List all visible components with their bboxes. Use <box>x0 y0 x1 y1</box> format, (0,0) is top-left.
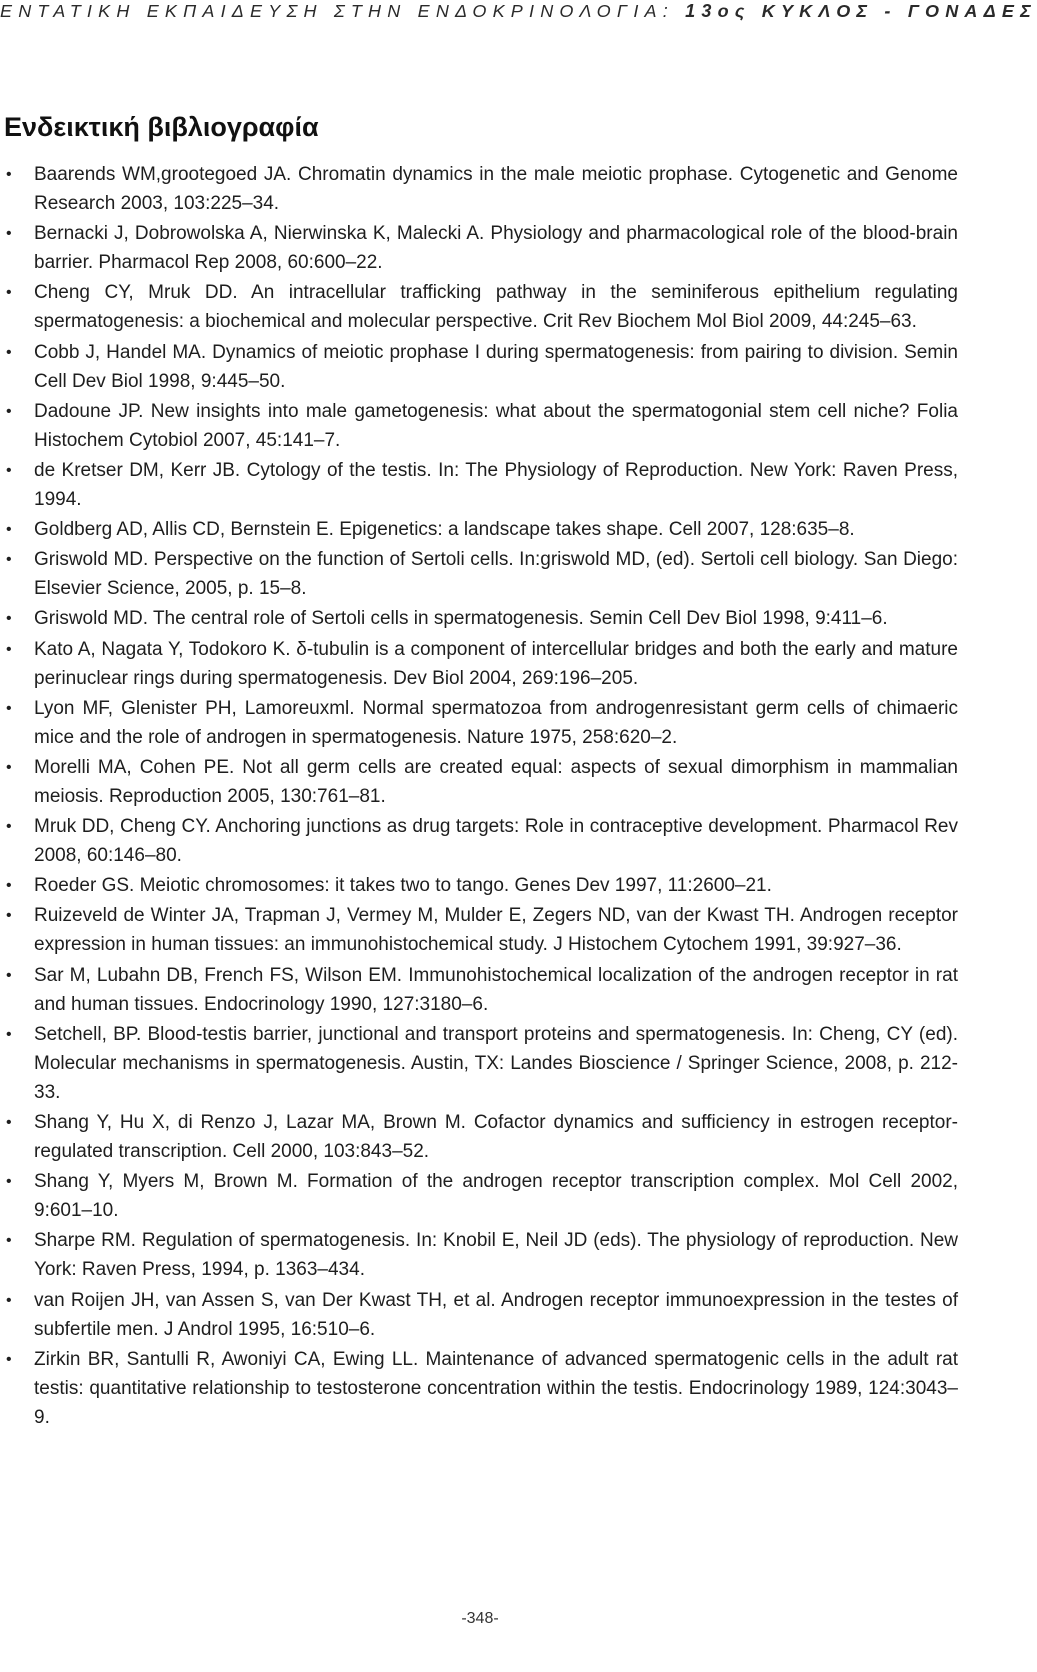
reference-text: de Kretser DM, Kerr JB. Cytology of the testis. In: The Physiology of Reproduction. New York: Raven Press, 1994. <box>34 459 958 511</box>
running-header <box>0 0 1037 22</box>
reference-text: Zirkin BR, Santulli R, Awoniyi CA, Ewing LL. Maintenance of advanced spermatogenic cells in the adult rat testis: quantitative relationship to testosterone concentration within the testis. Endocrinology 1989, 124:3043–9. <box>34 1348 958 1428</box>
reference-text: Setchell, BP. Blood-testis barrier, junctional and transport proteins and spermatogenesis. In: Cheng, CY (ed). Molecular mechanisms in spermatogenesis. Austin, TX: Landes Bioscience / Springer Science, 2008, p. 212-33. <box>34 1023 958 1103</box>
bullet-icon: • <box>6 284 12 302</box>
reference-text: Shang Y, Hu X, di Renzo J, Lazar MA, Brown M. Cofactor dynamics and sufficiency in estrogen receptor-regulated transcription. Cell 2000, 103:843–52. <box>34 1112 958 1163</box>
reference-item <box>0 1226 958 1284</box>
reference-text: Roeder GS. Meiotic chromosomes: it takes two to tango. Genes Dev 1997, 11:2600–21. <box>34 875 772 897</box>
reference-item <box>0 694 958 752</box>
bullet-icon: • <box>6 166 12 183</box>
reference-item <box>0 812 958 870</box>
reference-item <box>0 397 958 455</box>
bullet-icon: • <box>6 402 12 420</box>
reference-text: Lyon MF, Glenister PH, Lamoreuxml. Normal spermatozoa from androgenresistant germ cells of chimaeric mice and the role of androgen in spermatogenesis. Nature 1975, 258:620–2. <box>34 697 958 748</box>
reference-text: Griswold MD. The central role of Sertoli cells in spermatogenesis. Semin Cell Dev Biol 1998, 9:411–6. <box>34 608 888 630</box>
reference-item <box>0 1286 958 1344</box>
reference-text: Sar M, Lubahn DB, French FS, Wilson EM. Immunohistochemical localization of the androgen receptor in rat and human tissues. Endocrinology 1990, 127:3180–6. <box>34 964 958 1015</box>
bullet-icon: • <box>6 877 12 895</box>
reference-item <box>0 753 958 811</box>
reference-item <box>0 901 958 959</box>
reference-text: Bernacki J, Dobrowolska A, Nierwinska K, Malecki A. Physiology and pharmacological role of the blood-brain barrier. Pharmacol Rep 2008, 60:600–22. <box>34 223 958 274</box>
bullet-icon: • <box>6 225 12 243</box>
bullet-icon: • <box>6 1232 12 1250</box>
bullet-icon: • <box>6 966 12 984</box>
running-header-cycle: 13ος ΚΥΚΛΟΣ - ΓΟΝΑΔΕΣ <box>685 1 1037 21</box>
reference-text: Dadoune JP. New insights into male gametogenesis: what about the spermatogonial stem cell niche? Folia Histochem Cytobiol 2007, 45:141–7. <box>34 400 958 451</box>
reference-item <box>0 1020 958 1107</box>
reference-list <box>0 160 958 1433</box>
bullet-icon: • <box>6 461 12 479</box>
bullet-icon: • <box>6 610 12 628</box>
reference-text: Shang Y, Myers M, Brown M. Formation of the androgen receptor transcription complex. Mol Cell 2002, 9:601–10. <box>34 1171 958 1222</box>
reference-text: Mruk DD, Cheng CY. Anchoring junctions as drug targets: Role in contraceptive development. Pharmacol Rev 2008, 60:146–80. <box>34 816 958 867</box>
bullet-icon: • <box>6 640 12 658</box>
reference-text: Goldberg AD, Allis CD, Bernstein E. Epigenetics: a landscape takes shape. Cell 2007, 128:635–8. <box>34 519 855 541</box>
reference-item <box>0 219 958 277</box>
reference-item <box>0 545 958 603</box>
section-title: Ενδεικτική βιβλιογραφία <box>4 112 319 142</box>
bullet-icon: • <box>6 818 12 836</box>
reference-item <box>0 515 958 544</box>
reference-item <box>0 635 958 693</box>
bullet-icon: • <box>6 551 12 569</box>
bullet-icon: • <box>6 1114 12 1131</box>
bullet-icon: • <box>6 521 12 539</box>
running-header-series: ΕΝΤΑΤΙΚΗ ΕΚΠΑΙΔΕΥΣΗ ΣΤΗΝ ΕΝΔΟΚΡΙΝΟΛΟΓΙΑ: <box>0 1 686 21</box>
bullet-icon: • <box>6 1350 12 1368</box>
reference-text: Ruizeveld de Winter JA, Trapman J, Vermey M, Mulder E, Zegers ND, van der Kwast TH. Androgen receptor expression in human tissues: an immunohistochemical study. J Histochem Cytochem 1991, 39:927–36. <box>34 905 958 956</box>
bullet-icon: • <box>6 1291 12 1309</box>
reference-text: van Roijen JH, van Assen S, van Der Kwast TH, et al. Androgen receptor immunoexpression in the testes of subfertile men. J Androl 1995, 16:510–6. <box>34 1289 958 1340</box>
reference-item <box>0 961 958 1019</box>
reference-item <box>0 604 958 633</box>
reference-item <box>0 278 958 336</box>
bullet-icon: • <box>6 699 12 717</box>
bullet-icon: • <box>6 758 12 776</box>
page-number: -348- <box>461 1610 499 1627</box>
reference-text: Baarends WM,grootegoed JA. Chromatin dynamics in the male meiotic prophase. Cytogenetic and Genome Research 2003, 103:225–34. <box>34 164 958 215</box>
reference-item <box>0 338 958 396</box>
reference-item <box>0 1108 958 1166</box>
bullet-icon: • <box>6 1173 12 1191</box>
reference-text: Sharpe RM. Regulation of spermatogenesis. In: Knobil E, Neil JD (eds). The physiology of reproduction. New York: Raven Press, 1994, p. 1363–434. <box>34 1230 958 1281</box>
reference-text: Morelli MA, Cohen PE. Not all germ cells are created equal: aspects of sexual dimorphism in mammalian meiosis. Reproduction 2005, 130:761–81. <box>34 756 958 807</box>
reference-item <box>0 871 958 900</box>
reference-text: Cheng CY, Mruk DD. An intracellular trafficking pathway in the seminiferous epithelium regulating spermatogenesis: a biochemical and molecular perspective. Crit Rev Biochem Mol Biol 2009, 44:245–63. <box>34 282 958 333</box>
reference-item <box>0 1167 958 1225</box>
reference-item <box>0 1345 958 1432</box>
bullet-icon: • <box>6 343 12 361</box>
reference-text: Kato A, Nagata Y, Todokoro K. δ-tubulin is a component of intercellular bridges and both the early and mature perinuclear rings during spermatogenesis. Dev Biol 2004, 269:196–205. <box>34 638 958 689</box>
reference-item <box>0 456 958 514</box>
bullet-icon: • <box>6 1025 12 1043</box>
reference-text: Griswold MD. Perspective on the function of Sertoli cells. In:griswold MD, (ed). Sertoli cell biology. San Diego: Elsevier Science, 2005, p. 15–8. <box>34 549 958 600</box>
bullet-icon: • <box>6 907 12 925</box>
reference-text: Cobb J, Handel MA. Dynamics of meiotic prophase I during spermatogenesis: from pairing to division. Semin Cell Dev Biol 1998, 9:445–50. <box>34 341 958 392</box>
reference-item <box>0 160 958 218</box>
